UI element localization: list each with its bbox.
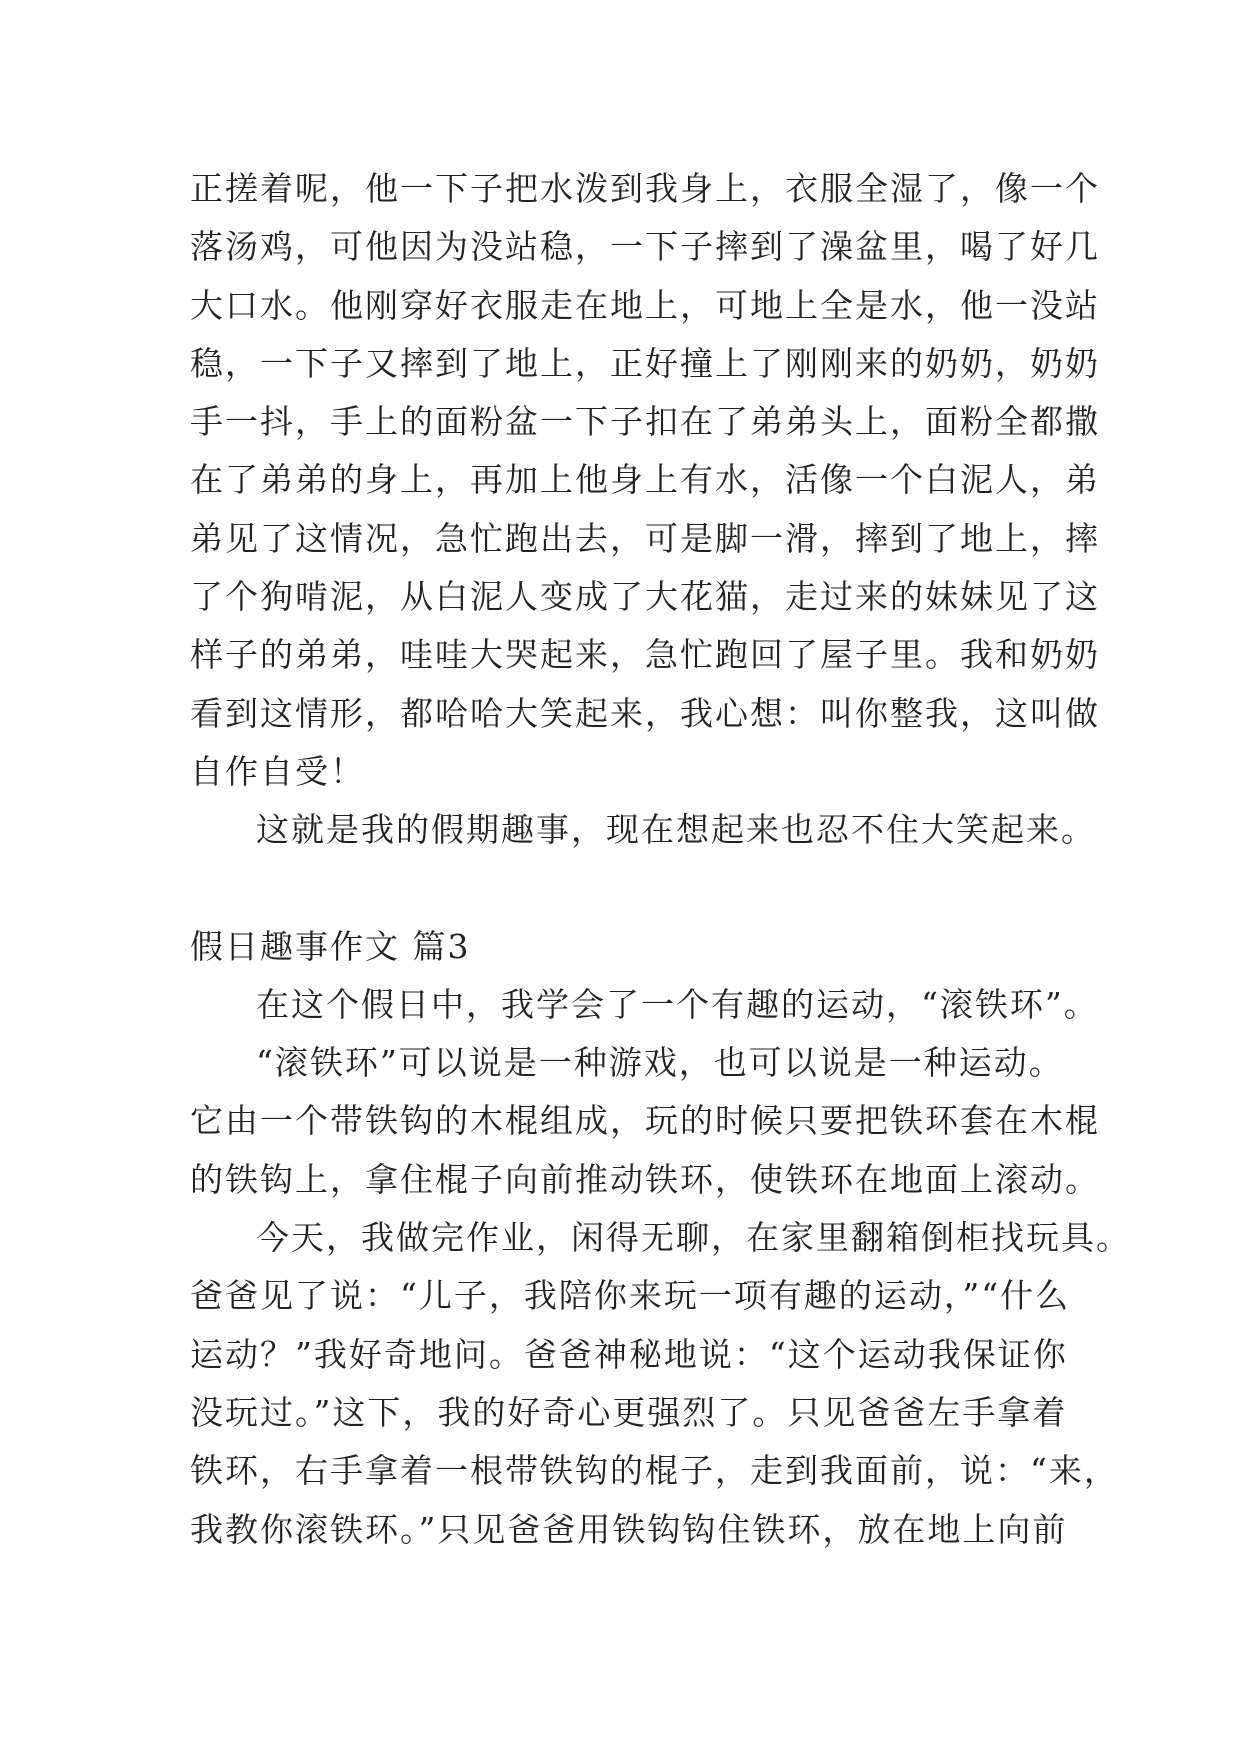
section-gap — [190, 860, 1070, 918]
text-line: 稳，一下子又摔到了地上，正好撞上了刚刚来的奶奶，奶奶 — [190, 343, 1100, 383]
text-line: 今天，我做完作业，闲得无聊，在家里翻箱倒柜找玩具。 — [256, 1218, 1131, 1258]
text-line: 看到这情形，都哈哈大笑起来，我心想：叫你整我，这叫做 — [190, 693, 1100, 733]
text-line: 弟见了这情况，急忙跑出去，可是脚一滑，摔到了地上，摔 — [190, 518, 1100, 558]
text-line: 铁环，右手拿着一根带铁钩的棍子，走到我面前，说：“来， — [190, 1451, 1119, 1491]
intro-line: 在这个假日中，我学会了一个有趣的运动，“滚铁环”。 — [256, 984, 1099, 1024]
text-line: 在了弟弟的身上，再加上他身上有水，活像一个白泥人，弟 — [190, 460, 1100, 500]
text-line: 了个狗啃泥，从白泥人变成了大花猫，走过来的妹妹见了这 — [190, 577, 1100, 617]
text-line: 正搓着呢，他一下子把水泼到我身上，衣服全湿了，像一个 — [190, 169, 1100, 208]
text-line: “滚铁环”可以说是一种游戏，也可以说是一种运动。 — [256, 1043, 1064, 1083]
text-line: 的铁钩上，拿住棍子向前推动铁环，使铁环在地面上滚动。 — [190, 1159, 1100, 1199]
text-line: 爸爸见了说：“儿子，我陪你来玩一项有趣的运动，”“什么 — [190, 1276, 1071, 1316]
text-line: 自作自受！ — [190, 751, 365, 791]
text-line: 运动？”我好奇地问。爸爸神秘地说：“这个运动我保证你 — [190, 1334, 1068, 1374]
text-line: 手一抖，手上的面粉盆一下子扣在了弟弟头上，面粉全都撒 — [190, 402, 1100, 442]
closing-line: 这就是我的假期趣事，现在想起来也忍不住大笑起来。 — [256, 810, 1096, 850]
text-line: 落汤鸡，可他因为没站稳，一下子摔到了澡盆里，喝了好几 — [190, 227, 1100, 267]
essay-body — [190, 160, 1131, 1559]
text-line: 它由一个带铁钩的木棍组成，玩的时候只要把铁环套在木棍 — [190, 1101, 1100, 1141]
text-line: 我教你滚铁环。”只见爸爸用铁钩钩住铁环，放在地上向前 — [190, 1509, 1068, 1549]
text-line: 样子的弟弟，哇哇大哭起来，急忙跑回了屋子里。我和奶奶 — [190, 635, 1100, 675]
text-line: 没玩过。”这下，我的好奇心更强烈了。只见爸爸左手拿着 — [190, 1392, 1068, 1432]
text-line: 大口水。他刚穿好衣服走在地上，可地上全是水，他一没站 — [190, 285, 1100, 325]
section-title: 假日趣事作文 篇3 — [190, 926, 471, 966]
